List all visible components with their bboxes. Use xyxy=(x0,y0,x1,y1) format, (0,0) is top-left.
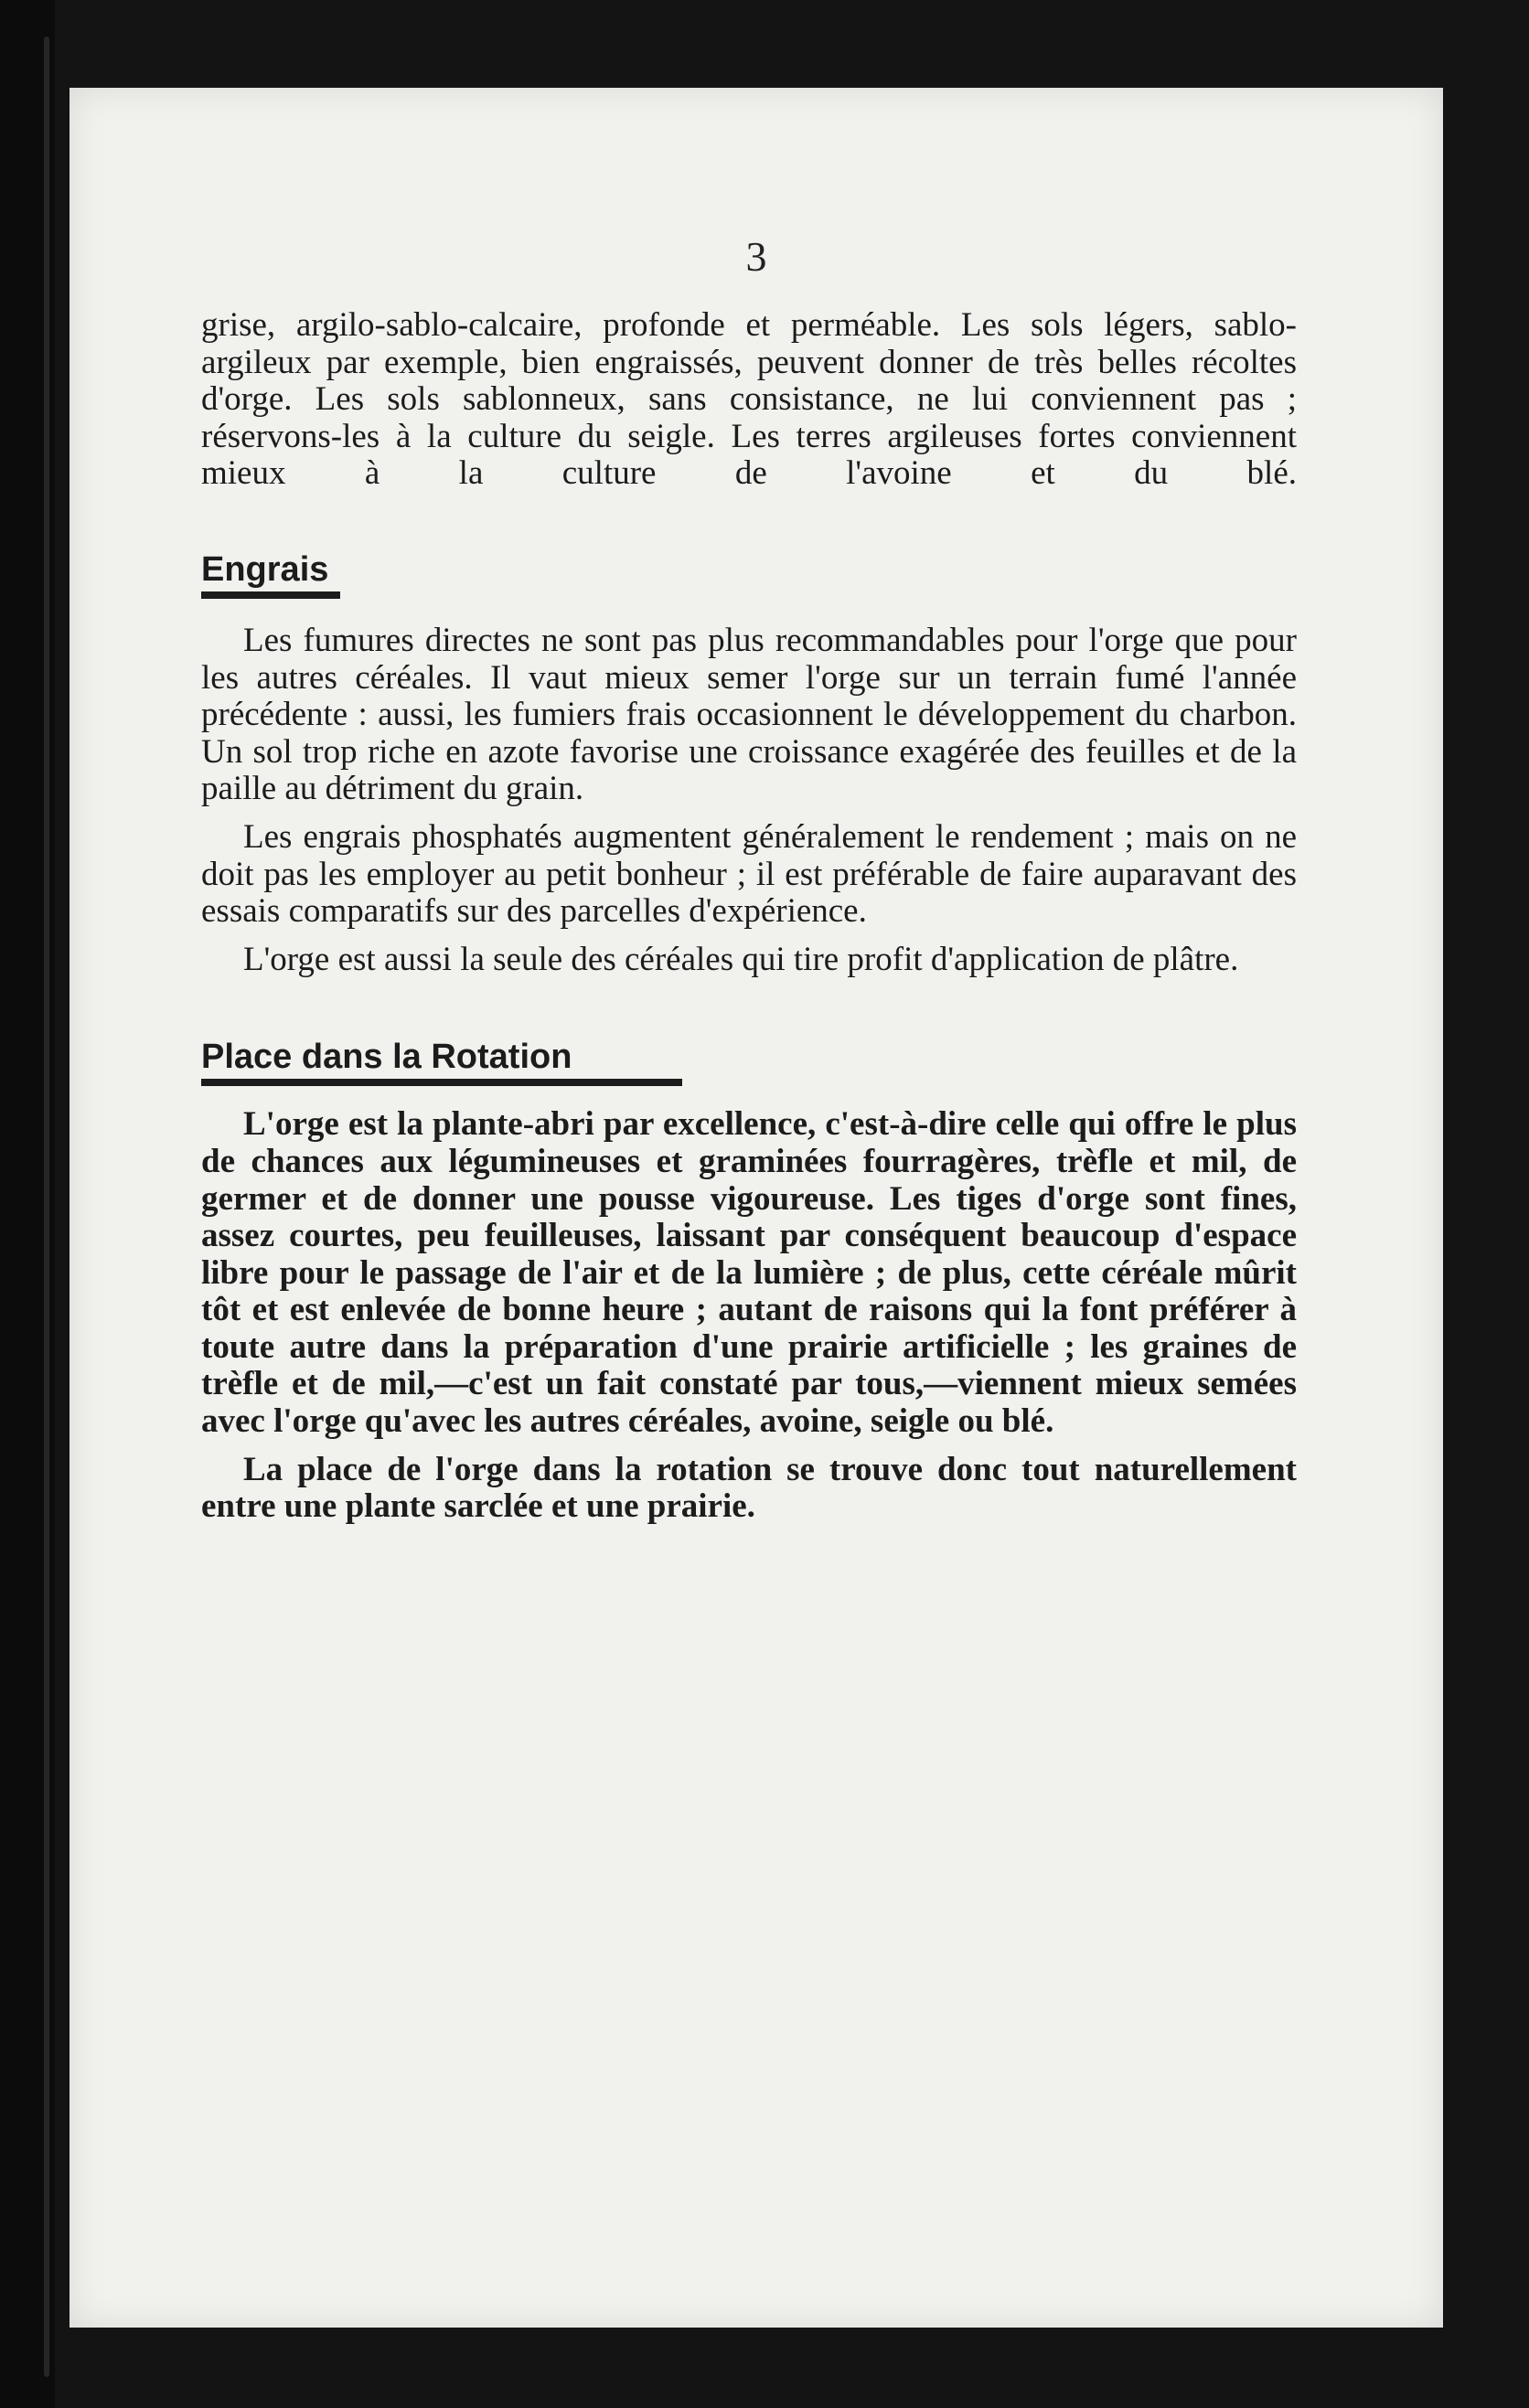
intro-paragraph: grise, argilo-sablo-calcaire, profonde et perméable. Les sols légers, sablo-argileux par exemple, bien engraissés, peuvent donner de très belles récoltes d'orge. Les sols sablonneux, sans consistance, ne lui conviennent pas ; réservons-les à la culture du seigle. Les terres argileuses fortes conviennent mieux à la culture de l'avoine et du blé. xyxy=(201,306,1297,493)
paragraph: Les engrais phosphatés augmentent généralement le rendement ; mais on ne doit pas les employer au petit bonheur ; il est préférable de faire auparavant des essais comparatifs sur des parcelles d'expérience. xyxy=(201,817,1297,931)
document-page xyxy=(70,88,1443,2328)
paragraph: L'orge est la plante-abri par excellence, c'est-à-dire celle qui offre le plus de chances aux légumineuses et graminées fourragères, trèfle et mil, de germer et de donner une pousse vigoureuse. Les tiges d'orge sont fines, assez courtes, peu feuilleuses, laissant par conséquent beaucoup d'espace libre pour le passage de l'air et de la lumière ; de plus, cette céréale mûrit tôt et est enlevée de bonne heure ; autant de raisons qui la font préférer à toute autre dans la préparation d'une prairie artificielle ; les graines de trèfle et de mil,—c'est un fait constaté par tous,—viennent mieux semées avec l'orge qu'avec les autres céréales, avoine, seigle ou blé. xyxy=(201,1105,1297,1441)
section-place-dans-la-rotation xyxy=(201,1037,1297,1526)
page-number: 3 xyxy=(745,233,767,280)
page-content xyxy=(201,307,1297,1526)
heading-underline xyxy=(201,1079,682,1086)
heading-underline xyxy=(201,591,340,599)
binding-edge xyxy=(44,37,49,2377)
paragraph: L'orge est aussi la seule des céréales qui tire profit d'application de plâtre. xyxy=(243,940,1239,978)
section-engrais xyxy=(201,549,1297,978)
paragraph: Les fumures directes ne sont pas plus recommandables pour l'orge que pour les autres céréales. Il vaut mieux semer l'orge sur un terrain fumé l'année précédente : aussi, les fumiers frais occasionnent le développement du charbon. Un sol trop riche en azote favorise une croissance exagérée des feuilles et de la paille au détriment du grain. xyxy=(201,621,1297,808)
paragraph: La place de l'orge dans la rotation se trouve donc tout naturellement entre une plante sarclée et une prairie. xyxy=(201,1450,1297,1526)
section-heading: Engrais xyxy=(201,549,329,589)
section-heading: Place dans la Rotation xyxy=(201,1038,572,1077)
